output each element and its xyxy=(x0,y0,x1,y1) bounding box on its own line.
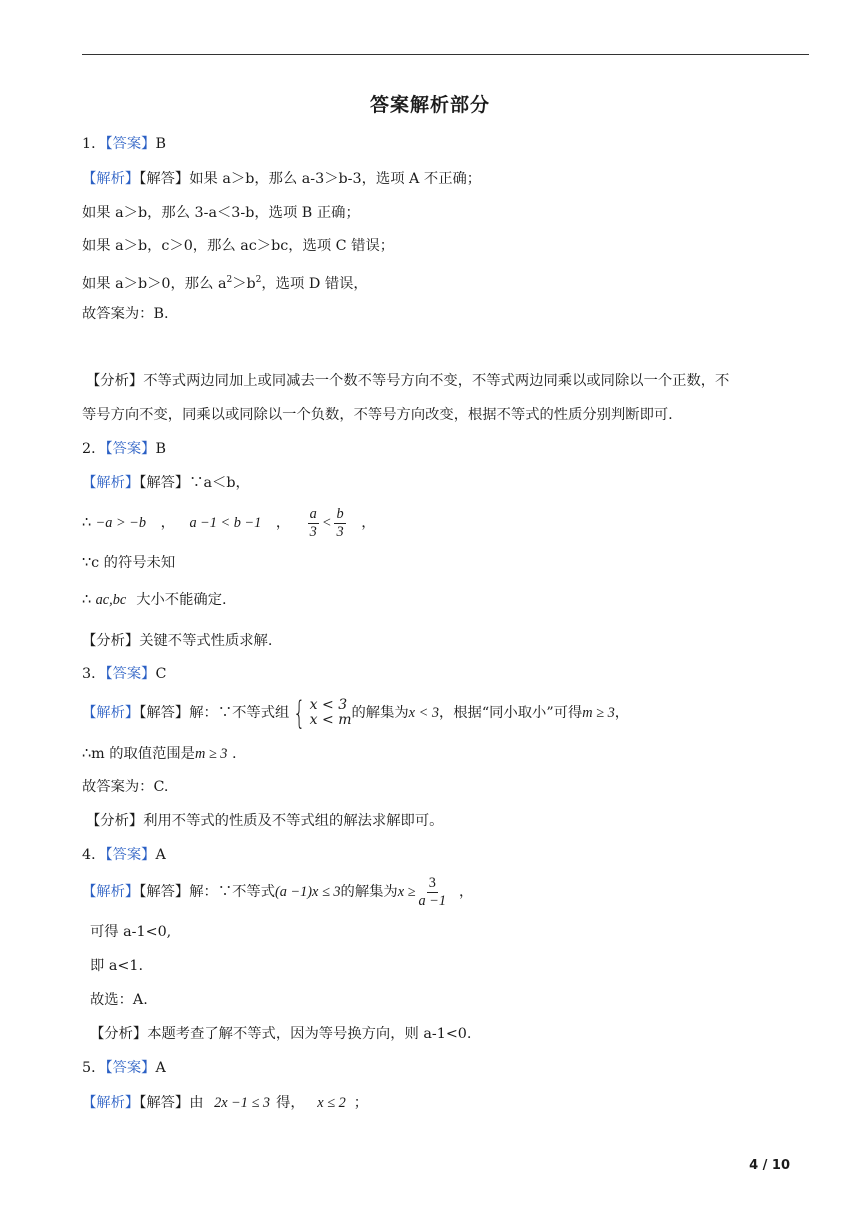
solution-text: 的解集为 xyxy=(351,705,409,721)
q1-answer-line xyxy=(82,134,166,154)
solution-text: . xyxy=(227,746,237,762)
analysis-text: 不等式两边同加上或同减去一个数不等号方向不变，不等式两边同乘以或同除以一个正数，不 xyxy=(143,373,730,389)
solution-text: ， xyxy=(459,884,474,900)
denominator: a −1 xyxy=(418,892,447,909)
fraction-3-over-a-minus-1 xyxy=(419,875,447,910)
solution-text: 由 xyxy=(189,1095,204,1111)
solution-text: ， xyxy=(614,705,630,721)
q4-conclusion: 故选：A. xyxy=(90,992,148,1008)
solve-tag: 【解答】 xyxy=(139,705,190,721)
q2-analysis xyxy=(82,631,272,651)
solution-text: 大小不能确定. xyxy=(136,592,227,608)
system-rows xyxy=(310,698,352,728)
q2-solution-line-1 xyxy=(82,473,250,493)
separator: ， xyxy=(275,515,291,531)
answer-tag: 【答案】 xyxy=(105,666,156,682)
math-expression: x ≤ 2 xyxy=(317,1095,346,1111)
q2-solution-line-4 xyxy=(82,590,227,610)
analysis-label: 【分析】 xyxy=(90,1026,148,1042)
less-than: < xyxy=(321,515,332,531)
page-number: 4 / 10 xyxy=(749,1158,790,1173)
math-expression: −a > −b xyxy=(95,515,147,531)
analysis-tag: 【解析】 xyxy=(82,884,140,900)
q1-analysis-line-2: 等号方向不变，同乘以或同除以一个负数，不等号方向改变，根据不等式的性质分别判断即可. xyxy=(82,407,673,423)
answer-value: C xyxy=(155,666,167,682)
system-row: x < 3 xyxy=(309,697,348,713)
q3-analysis xyxy=(86,811,443,831)
solution-text: ∵a＜b， xyxy=(189,475,250,491)
q2-solution-line-3: ∵c 的符号未知 xyxy=(82,555,176,571)
page-title: 答案解析部分 xyxy=(369,94,490,116)
therefore-symbol: ∴ xyxy=(82,515,92,531)
answer-tag: 【答案】 xyxy=(105,847,156,863)
math-expression: 2x −1 ≤ 3 xyxy=(214,1095,271,1111)
q1-solution-line-1 xyxy=(82,169,481,189)
q3-solution-line-1 xyxy=(82,696,629,730)
answer-tag: 【答案】 xyxy=(105,136,156,152)
separator: ， xyxy=(361,515,376,531)
q4-solution-line-2: 可得 a-1<0, xyxy=(90,924,172,940)
question-number: 2． xyxy=(82,441,106,457)
analysis-text: 利用不等式的性质及不等式组的解法求解即可。 xyxy=(143,813,444,829)
therefore-symbol: ∴ xyxy=(82,592,92,608)
header-rule xyxy=(82,54,809,55)
solution-text: 得， xyxy=(276,1095,305,1111)
q1-analysis-line-1 xyxy=(86,371,729,391)
superscript: 2 xyxy=(226,275,233,285)
question-number: 3． xyxy=(82,666,106,682)
numerator: a xyxy=(309,505,317,522)
q1-conclusion: 故答案为：B. xyxy=(82,306,169,322)
analysis-tag: 【解析】 xyxy=(82,475,140,491)
math-expression: m ≥ 3 xyxy=(194,746,228,762)
math-expression: m ≥ 3 xyxy=(582,705,615,721)
q3-answer-line xyxy=(82,664,166,684)
solution-text: ，根据“同小取小”可得 xyxy=(438,705,583,721)
analysis-label: 【分析】 xyxy=(86,373,144,389)
analysis-tag: 【解析】 xyxy=(82,1095,140,1111)
math-expression: (a −1)x ≤ 3 xyxy=(275,884,341,900)
fraction-b-over-3 xyxy=(334,506,345,541)
solution-text: 解：∵不等式组 xyxy=(189,705,290,721)
q2-answer-line xyxy=(82,439,166,459)
q3-conclusion: 故答案为：C. xyxy=(82,779,169,795)
superscript: 2 xyxy=(255,275,262,285)
analysis-text: 关键不等式性质求解. xyxy=(139,633,273,649)
brace-symbol: { xyxy=(293,694,306,732)
solve-tag: 【解答】 xyxy=(139,884,190,900)
answer-value: B xyxy=(155,136,166,152)
numerator: b xyxy=(336,505,344,522)
q1-solution-line-4 xyxy=(82,270,368,294)
solution-text: ＞b xyxy=(232,275,256,292)
solve-tag: 【解答】 xyxy=(139,475,190,491)
math-expression: ac,bc xyxy=(95,592,127,608)
solution-text: 解：∵不等式 xyxy=(189,884,276,900)
system-row: x < m xyxy=(309,712,352,728)
solve-tag: 【解答】 xyxy=(139,1095,190,1111)
q4-solution-line-1 xyxy=(82,870,473,914)
answer-value: A xyxy=(155,847,166,863)
question-number: 4． xyxy=(82,847,106,863)
inequality-system xyxy=(289,694,352,732)
analysis-text: 本题考查了解不等式，因为等号换方向，则 a-1<0. xyxy=(147,1026,472,1042)
q3-solution-line-2 xyxy=(82,744,237,764)
question-number: 5． xyxy=(82,1060,106,1076)
solution-text: 如果 a＞b＞0，那么 a xyxy=(82,275,227,292)
solution-text: ，选项 D 错误， xyxy=(261,275,368,292)
solution-text: ； xyxy=(353,1095,369,1111)
q5-solution-line-1 xyxy=(82,1093,368,1113)
solution-text: 如果 a＞b，那么 a-3＞b-3，选项 A 不正确； xyxy=(189,171,482,187)
solution-text: ∴m 的取值范围是 xyxy=(82,746,195,762)
answer-tag: 【答案】 xyxy=(105,441,156,457)
answer-value: A xyxy=(155,1060,166,1076)
q4-answer-line xyxy=(82,845,166,865)
solve-tag: 【解答】 xyxy=(139,171,190,187)
analysis-label: 【分析】 xyxy=(86,813,144,829)
math-expression: x < 3 xyxy=(408,705,439,721)
fraction-a-over-3 xyxy=(308,506,319,541)
numerator: 3 xyxy=(428,874,436,891)
q2-solution-line-2 xyxy=(82,504,375,542)
q1-solution-line-2: 如果 a＞b，那么 3-a＜3-b，选项 B 正确； xyxy=(82,205,360,221)
answer-tag: 【答案】 xyxy=(105,1060,156,1076)
q1-solution-line-3: 如果 a＞b，c＞0，那么 ac＞bc，选项 C 错误； xyxy=(82,238,395,254)
analysis-tag: 【解析】 xyxy=(82,705,140,721)
analysis-tag: 【解析】 xyxy=(82,171,140,187)
q5-answer-line xyxy=(82,1058,166,1078)
separator: ， xyxy=(160,515,175,531)
math-expression: x ≥ xyxy=(397,884,416,900)
answer-value: B xyxy=(155,441,166,457)
denominator: 3 xyxy=(309,523,317,540)
solution-text: 的解集为 xyxy=(340,884,398,900)
q4-solution-line-3: 即 a<1. xyxy=(90,958,143,974)
analysis-label: 【分析】 xyxy=(82,633,140,649)
q4-analysis xyxy=(90,1024,471,1044)
denominator: 3 xyxy=(336,523,344,540)
math-expression: a −1 < b −1 xyxy=(189,515,262,531)
question-number: 1． xyxy=(82,136,106,152)
